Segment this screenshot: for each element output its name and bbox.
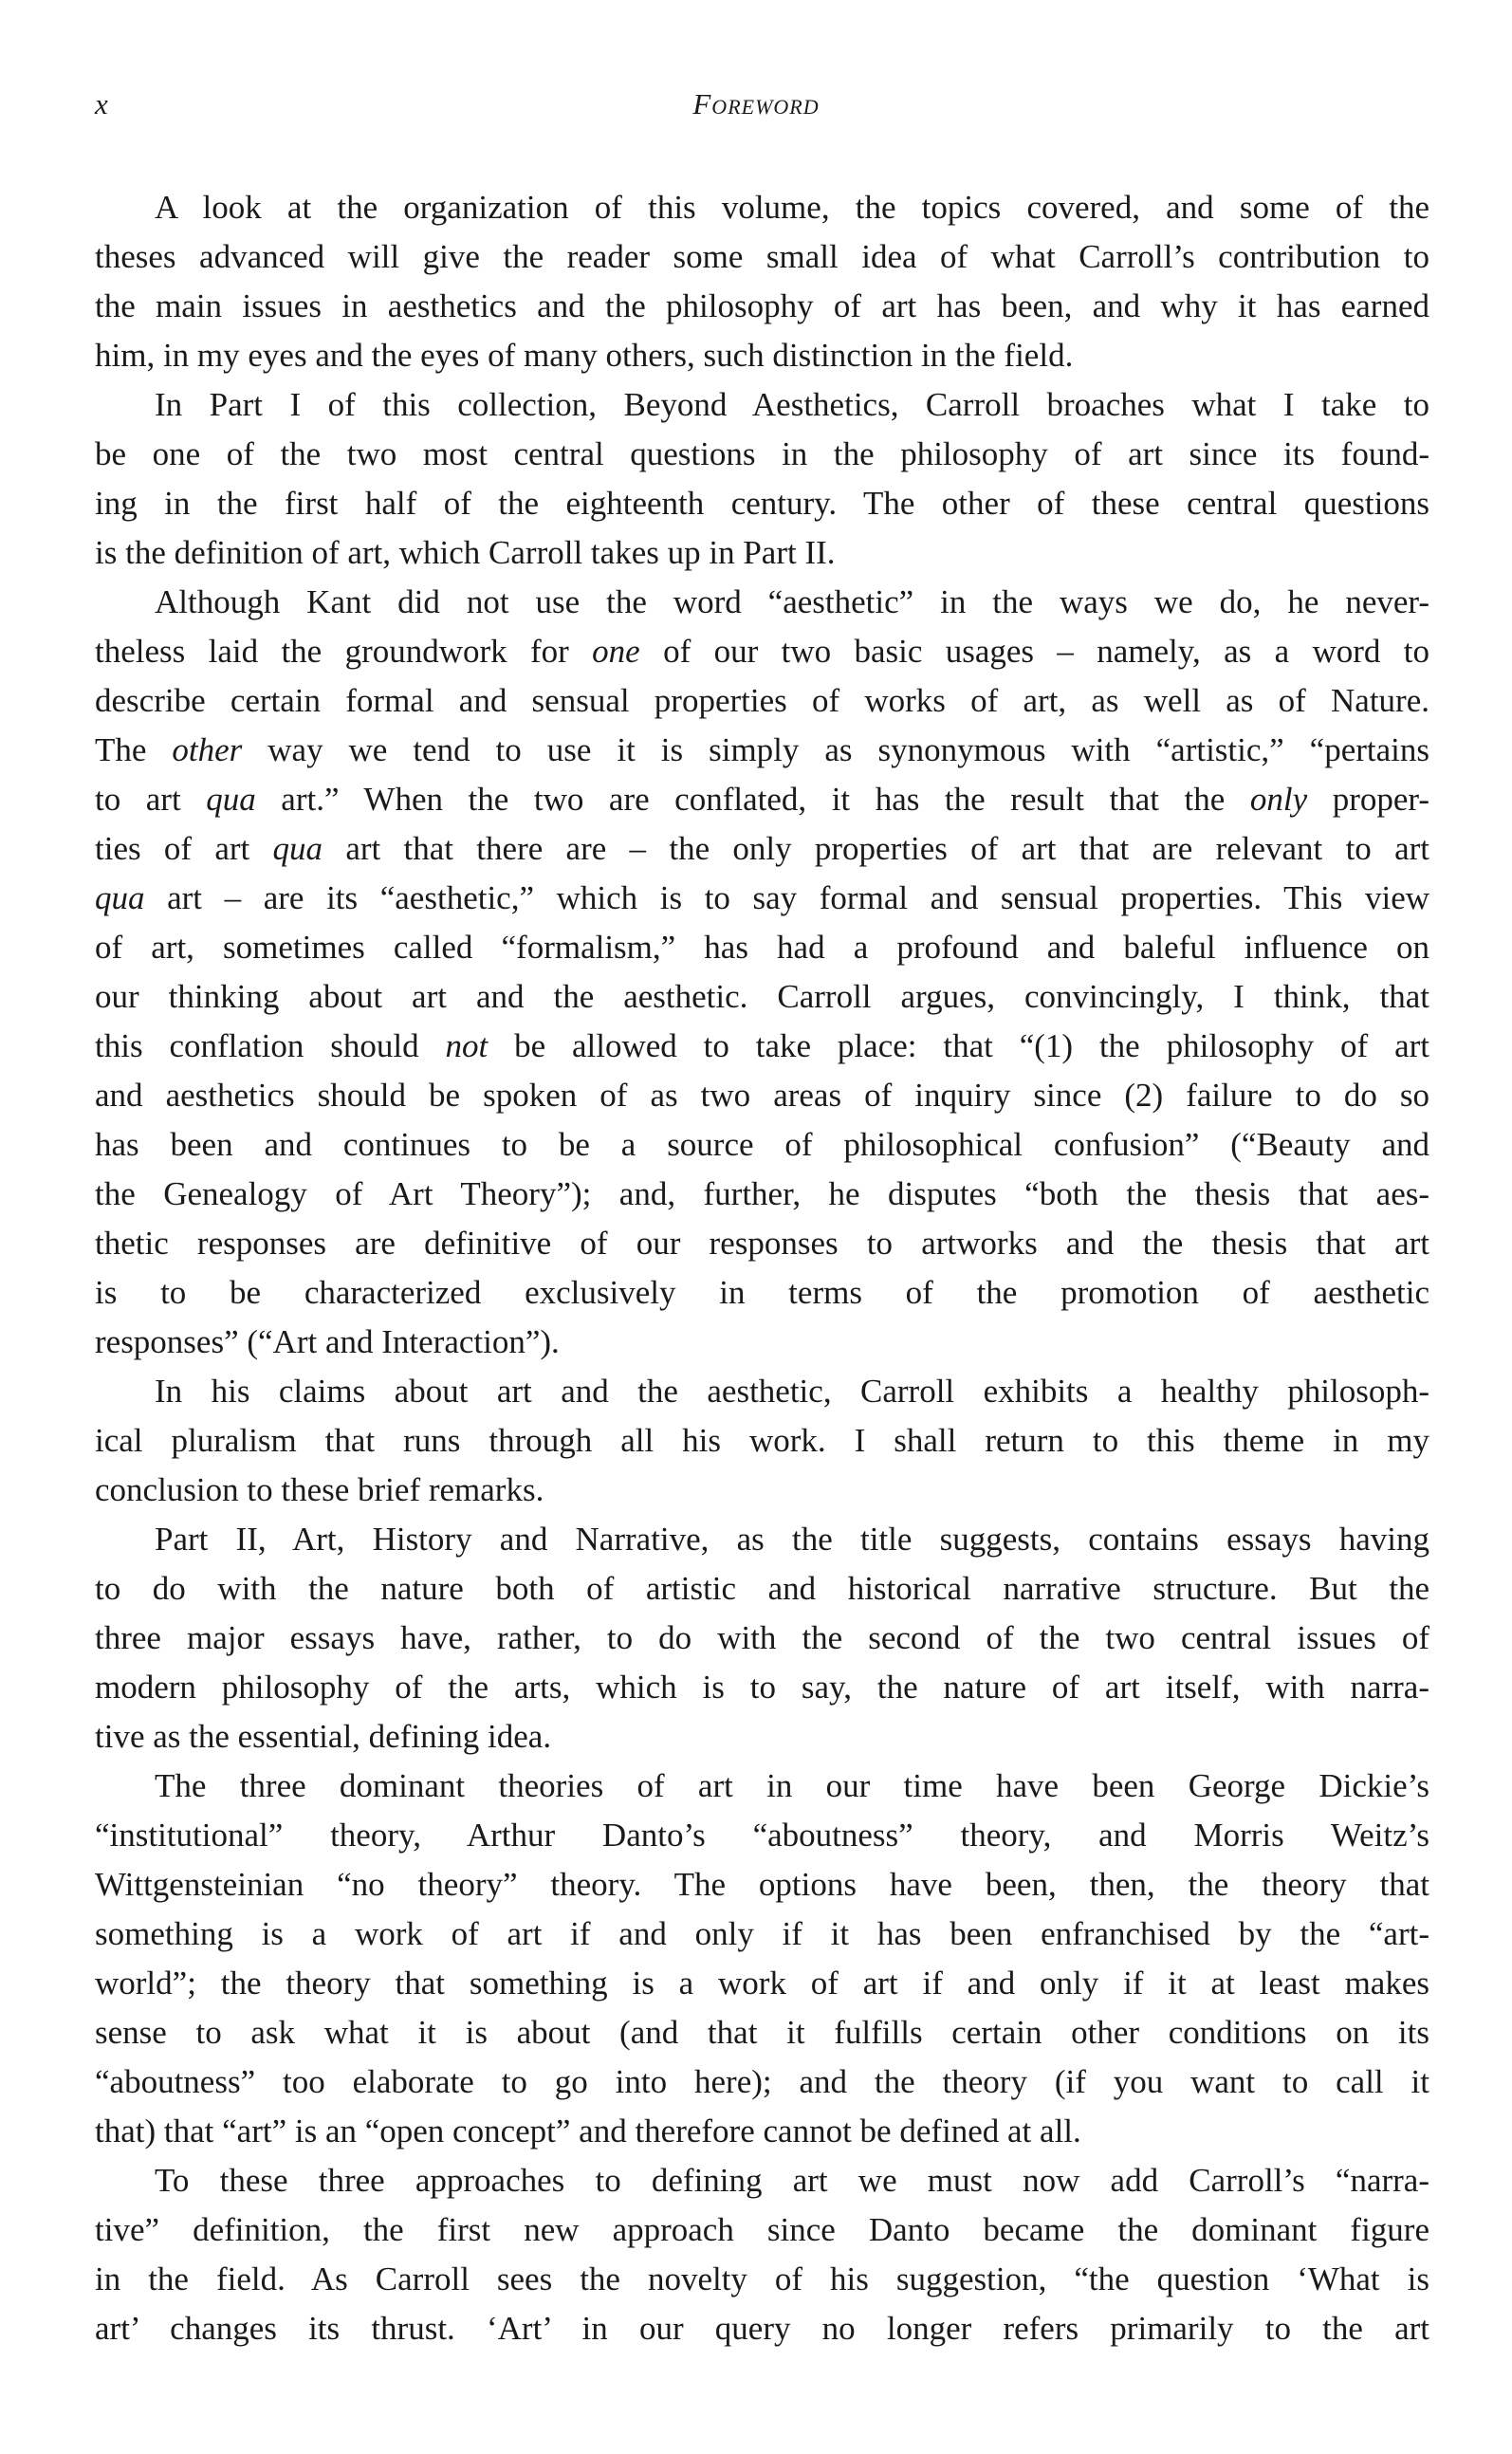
text-line <box>95 1564 1429 1614</box>
text-segment: art’ changes its thrust. ‘Art’ in our query no longer refers primarily to the art <box>95 2310 1429 2347</box>
text-segment: art that there are – the only properties of art that are relevant to art <box>323 830 1429 867</box>
text-line <box>95 824 1429 874</box>
text-line <box>95 1416 1429 1466</box>
italic-text: only <box>1249 781 1308 818</box>
text-segment: tive” definition, the first new approach since Danto became the dominant figure <box>95 2211 1429 2248</box>
text-segment: of art, sometimes called “formalism,” has had a profound and baleful influence on <box>95 929 1429 966</box>
text-line <box>95 282 1429 331</box>
text-line <box>95 1515 1429 1564</box>
paragraph <box>95 1515 1429 1762</box>
text-segment: has been and continues to be a source of philosophical confusion” (“Beauty and <box>95 1126 1429 1163</box>
text-line <box>95 331 1429 380</box>
text-segment: The <box>95 731 173 768</box>
text-segment: conclusion to these brief remarks. <box>95 1471 544 1508</box>
text-segment: ties of art <box>95 830 273 867</box>
text-line <box>95 1268 1429 1318</box>
text-line <box>95 380 1429 430</box>
italic-text: not <box>445 1027 489 1064</box>
text-line <box>95 2008 1429 2057</box>
text-segment: Although Kant did not use the word “aesthetic” in the ways we do, he never- <box>155 583 1429 620</box>
text-segment: is the definition of art, which Carroll takes up in Part II. <box>95 534 836 571</box>
text-line <box>95 1466 1429 1515</box>
text-segment: and aesthetics should be spoken of as two areas of inquiry since (2) failure to do so <box>95 1077 1429 1114</box>
text-segment: To these three approaches to defining art we must now add Carroll’s “narra- <box>155 2162 1429 2199</box>
paragraph <box>95 380 1429 578</box>
text-line <box>95 1120 1429 1170</box>
text-segment: of our two basic usages – namely, as a word to <box>639 633 1429 670</box>
text-line <box>95 1170 1429 1219</box>
text-line <box>95 972 1429 1022</box>
text-line <box>95 1022 1429 1071</box>
text-segment: him, in my eyes and the eyes of many others, such distinction in the field. <box>95 337 1074 374</box>
text-line <box>95 578 1429 627</box>
text-segment: art.” When the two are conflated, it has the result that the <box>255 781 1250 818</box>
text-line <box>95 528 1429 578</box>
running-head: Foreword <box>692 87 820 120</box>
text-line <box>95 232 1429 282</box>
text-line <box>95 2255 1429 2304</box>
text-segment: tive as the essential, defining idea. <box>95 1718 552 1755</box>
text-line <box>95 1071 1429 1120</box>
body-text <box>95 183 1429 2353</box>
text-line <box>95 2057 1429 2107</box>
text-line <box>95 1959 1429 2008</box>
text-segment: theless laid the groundwork for <box>95 633 593 670</box>
italic-text: other <box>172 731 243 768</box>
text-line <box>95 923 1429 972</box>
text-segment: In Part I of this collection, Beyond Aesthetics, Carroll broaches what I take to <box>155 386 1429 423</box>
text-line <box>95 1663 1429 1712</box>
text-segment: A look at the organization of this volume, the topics covered, and some of the <box>155 189 1429 226</box>
text-line <box>95 2107 1429 2156</box>
text-segment: ical pluralism that runs through all his work. I shall return to this theme in my <box>95 1422 1429 1459</box>
text-segment: In his claims about art and the aesthetic, Carroll exhibits a healthy philosoph- <box>155 1373 1429 1410</box>
text-line <box>95 1712 1429 1762</box>
text-segment: Wittgensteinian “no theory” theory. The options have been, then, the theory that <box>95 1866 1429 1903</box>
paragraph <box>95 1762 1429 2156</box>
text-line <box>95 1910 1429 1959</box>
text-line <box>95 627 1429 676</box>
text-segment: way we tend to use it is simply as synonymous with “artistic,” “pertains <box>242 731 1429 768</box>
text-line <box>95 1367 1429 1416</box>
text-line <box>95 726 1429 775</box>
italic-text: qua <box>206 781 256 818</box>
text-segment: The three dominant theories of art in our time have been George Dickie’s <box>155 1767 1429 1804</box>
text-line <box>95 1811 1429 1860</box>
text-segment: in the field. As Carroll sees the novelty of his suggestion, “the question ‘What is <box>95 2260 1429 2297</box>
page-number: x <box>95 87 108 120</box>
text-line <box>95 183 1429 232</box>
text-segment: something is a work of art if and only if it has been enfranchised by the “art- <box>95 1915 1429 1952</box>
text-line <box>95 430 1429 479</box>
text-segment: “aboutness” too elaborate to go into here); and the theory (if you want to call it <box>95 2063 1429 2100</box>
text-segment: to art <box>95 781 207 818</box>
text-segment: responses” (“Art and Interaction”). <box>95 1323 560 1360</box>
text-segment: ing in the first half of the eighteenth century. The other of these central questions <box>95 485 1429 522</box>
text-segment: art – are its “aesthetic,” which is to say formal and sensual properties. This view <box>144 879 1429 916</box>
text-segment: is to be characterized exclusively in terms of the promotion of aesthetic <box>95 1274 1429 1311</box>
text-segment: this conflation should <box>95 1027 446 1064</box>
text-line <box>95 676 1429 726</box>
text-segment: “institutional” theory, Arthur Danto’s “aboutness” theory, and Morris Weitz’s <box>95 1817 1429 1854</box>
text-line <box>95 1860 1429 1910</box>
text-segment: the main issues in aesthetics and the philosophy of art has been, and why it has earned <box>95 287 1429 324</box>
text-line <box>95 1318 1429 1367</box>
paragraph <box>95 2156 1429 2353</box>
paragraph <box>95 578 1429 1367</box>
text-segment: three major essays have, rather, to do with the second of the two central issues of <box>95 1619 1429 1656</box>
text-segment: proper- <box>1307 781 1429 818</box>
text-segment: be one of the two most central questions in the philosophy of art since its found- <box>95 435 1429 472</box>
text-line <box>95 1614 1429 1663</box>
text-segment: modern philosophy of the arts, which is to say, the nature of art itself, with narra- <box>95 1669 1429 1706</box>
text-segment: Part II, Art, History and Narrative, as the title suggests, contains essays having <box>155 1521 1429 1558</box>
text-segment: world”; the theory that something is a work of art if and only if it at least makes <box>95 1965 1429 2002</box>
text-segment: that) that “art” is an “open concept” and therefore cannot be defined at all. <box>95 2113 1081 2150</box>
text-segment: our thinking about art and the aesthetic. Carroll argues, convincingly, I think, that <box>95 978 1429 1015</box>
paragraph <box>95 1367 1429 1515</box>
text-line <box>95 2156 1429 2205</box>
text-segment: sense to ask what it is about (and that it fulfills certain other conditions on its <box>95 2014 1429 2051</box>
italic-text: qua <box>272 830 323 867</box>
text-segment: the Genealogy of Art Theory”); and, further, he disputes “both the thesis that aes- <box>95 1175 1429 1212</box>
text-line <box>95 2205 1429 2255</box>
text-line <box>95 775 1429 824</box>
italic-text: one <box>592 633 640 670</box>
text-line <box>95 479 1429 528</box>
text-line <box>95 874 1429 923</box>
text-line <box>95 1219 1429 1268</box>
text-segment: thetic responses are definitive of our responses to artworks and the thesis that art <box>95 1225 1429 1262</box>
text-segment: be allowed to take place: that “(1) the philosophy of art <box>488 1027 1429 1064</box>
paragraph <box>95 183 1429 380</box>
italic-text: qua <box>95 879 145 916</box>
text-segment: theses advanced will give the reader some small idea of what Carroll’s contribution to <box>95 238 1429 275</box>
text-segment: to do with the nature both of artistic and historical narrative structure. But the <box>95 1570 1429 1607</box>
text-line <box>95 1762 1429 1811</box>
text-line <box>95 2304 1429 2353</box>
text-segment: describe certain formal and sensual properties of works of art, as well as of Nature. <box>95 682 1429 719</box>
